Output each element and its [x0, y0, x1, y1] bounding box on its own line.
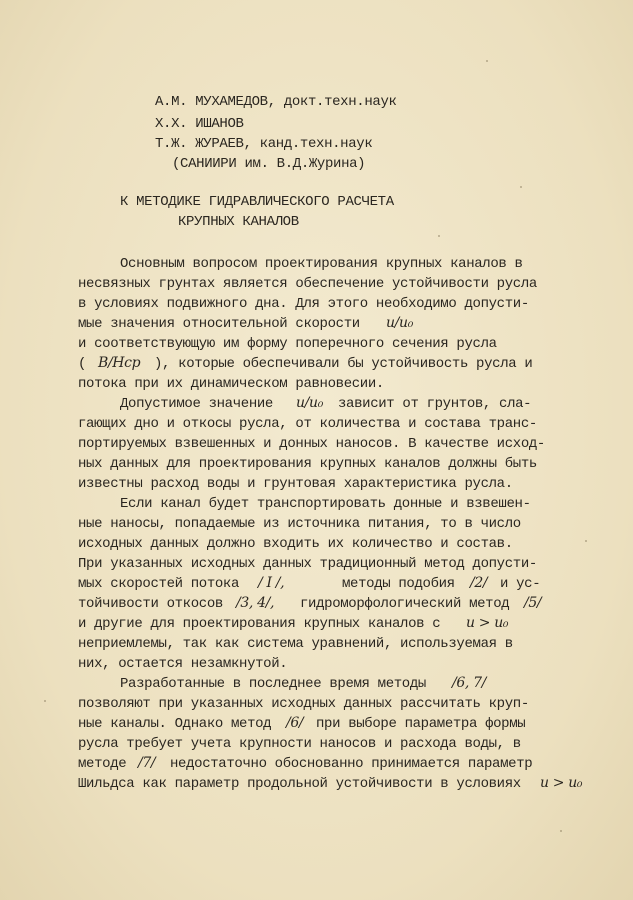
body-line: исходных данных должно входить их количество и состав.	[78, 536, 513, 552]
reference-3-4: /3, 4/,	[236, 595, 275, 611]
body-line: известны расход воды и грунтовая характеристика русла.	[78, 476, 513, 492]
body-line: (	[78, 356, 87, 372]
formula-u-ratio: u/u₀	[386, 315, 413, 331]
body-line: Допустимое значение	[120, 396, 273, 412]
body-line: методе	[78, 756, 127, 772]
body-line: мых скоростей потока	[78, 576, 240, 592]
body-line: ), которые обеспечивали бы устойчивость русла и	[154, 356, 533, 372]
formula-u-ratio: u/u₀	[296, 395, 323, 411]
formula-u-gt-u0: u > u₀	[540, 775, 583, 791]
body-line: Если канал будет транспортировать донные и взвешен-	[120, 496, 531, 512]
reference-6-7: /6, 7/	[452, 675, 487, 691]
body-line: Разработанные в последнее время методы	[120, 676, 426, 692]
body-line: несвязных грунтах является обеспечение устойчивости русла	[78, 276, 537, 292]
body-line: русла требует учета крупности наносов и расхода воды, в	[78, 736, 521, 752]
paper-speck	[585, 540, 587, 542]
body-line: Основным вопросом проектирования крупных каналов в	[120, 256, 523, 272]
body-line: гидроморфологический метод	[300, 596, 510, 612]
body-line: при выборе параметра формы	[316, 716, 526, 732]
body-line: ные наносы, попадаемые из источника питания, то в число	[78, 516, 521, 532]
body-line: мые значения относительной скорости	[78, 316, 360, 332]
body-line: недостаточно обоснованно принимается параметр	[170, 756, 533, 772]
body-line: них, остается незамкнутой.	[78, 656, 288, 672]
paper-speck	[560, 830, 562, 832]
body-line: зависит от грунтов, сла-	[338, 396, 532, 412]
body-line: и ус-	[500, 576, 541, 592]
article-title-line-2: КРУПНЫХ КАНАЛОВ	[178, 214, 299, 230]
body-line: Шильдса как параметр продольной устойчивости в условиях	[78, 776, 521, 792]
paper-speck	[44, 700, 46, 702]
reference-6: /6/	[286, 715, 304, 731]
reference-5: /5/	[524, 595, 542, 611]
paper-speck	[520, 186, 522, 188]
body-line: портируемых взвешенных и донных наносов. В качестве исход-	[78, 436, 545, 452]
paper-speck	[438, 235, 440, 237]
body-line: потока при их динамическом равновесии.	[78, 376, 384, 392]
body-line: методы подобия	[342, 576, 455, 592]
author-2: Х.Х. ИШАНОВ	[155, 116, 244, 132]
body-line: и соответствующую им форму поперечного сечения русла	[78, 336, 497, 352]
body-line: в условиях подвижного дна. Для этого необходимо допусти-	[78, 296, 529, 312]
author-3: Т.Ж. ЖУРАЕВ, канд.техн.наук	[155, 136, 373, 152]
body-line: гающих дно и откосы русла, от количества и состава транс-	[78, 416, 537, 432]
body-line: неприемлемы, так как система уравнений, используемая в	[78, 636, 513, 652]
body-line: тойчивости откосов	[78, 596, 223, 612]
body-line: ные каналы. Однако метод	[78, 716, 272, 732]
body-line: ных данных для проектирования крупных каналов должны быть	[78, 456, 537, 472]
reference-1: / I /,	[258, 575, 285, 591]
author-1: А.М. МУХАМЕДОВ, докт.техн.наук	[155, 94, 397, 110]
body-line: и другие для проектирования крупных каналов с	[78, 616, 441, 632]
reference-2: /2/	[470, 575, 488, 591]
formula-u-gt-u0: u > u₀	[466, 615, 509, 631]
paper-speck	[486, 60, 488, 62]
body-line: позволяют при указанных исходных данных рассчитать круп-	[78, 696, 529, 712]
article-title-line-1: К МЕТОДИКЕ ГИДРАВЛИЧЕСКОГО РАСЧЕТА	[120, 194, 394, 210]
formula-b-h: B/Hср	[98, 355, 141, 371]
body-line: При указанных исходных данных традиционный метод допусти-	[78, 556, 537, 572]
reference-7: /7/	[138, 755, 156, 771]
author-affiliation: (САНИИРИ им. В.Д.Журина)	[172, 156, 366, 172]
